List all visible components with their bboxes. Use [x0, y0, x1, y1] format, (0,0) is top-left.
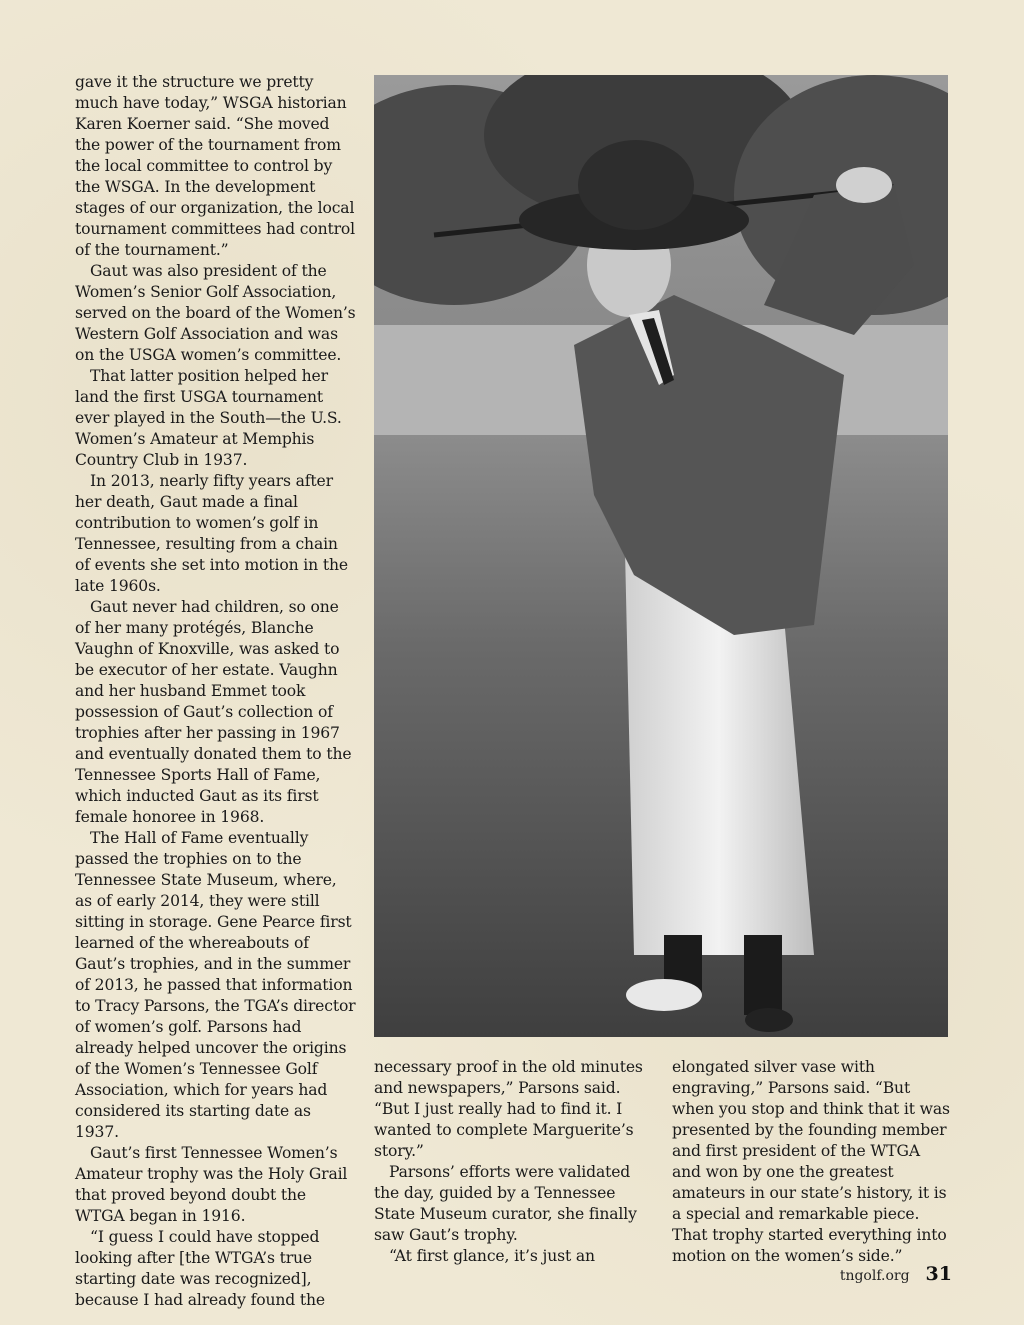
paragraph: Gaut was also president of the Women’s Senior Golf Association, served on the board of the Women’s Western Golf Association and was on the USGA women’s committee. [75, 262, 356, 364]
paragraph: Gaut never had children, so one of her many protégés, Blanche Vaughn of Knoxville, was asked to be executor of her estate. Vaughn and her husband Emmet took possession of Gaut’s collection of trophies after her passing in 1967 and eventually donated them to the Tennessee Sports Hall of Fame, which inducted Gaut as its first female honoree in 1968. [75, 598, 352, 826]
paragraph: elongated silver vase with engraving,” Parsons said. “But when you stop and think that it was presented by the founding member and first president of the WTGA and won by one the greatest amateurs in our state’s history, it is a special and remarkable piece. That trophy started everything into motion on the women’s side.” [672, 1058, 950, 1265]
page-footer [840, 1263, 952, 1285]
right-text-column [672, 1057, 952, 1267]
paragraph: That latter position helped her land the first USGA tournament ever played in the South—the U.S. Women’s Amateur at Memphis Country Club in 1937. [75, 367, 342, 469]
left-text-column [75, 72, 357, 1311]
paragraph: The Hall of Fame eventually passed the trophies on to the Tennessee State Museum, where, as of early 2014, they were still sitting in storage. Gene Pearce first learned of the whereabouts of Gaut’s trophies, and in the summer of 2013, he passed that information to Tracy Parsons, the TGA’s director of women’s golf. Parsons had already helped uncover the origins of the Women’s Tennessee Golf Association, which for years had considered its starting date as 1937. [75, 829, 356, 1141]
paragraph: necessary proof in the old minutes and newspapers,” Parsons said. “But I just really had to find it. I wanted to complete Marguerite’s story.” [374, 1058, 643, 1160]
paragraph: In 2013, nearly fifty years after her death, Gaut made a final contribution to women’s golf in Tennessee, resulting from a chain of events she set into motion in the late 1960s. [75, 472, 348, 595]
paragraph: “At first glance, it’s just an [389, 1247, 595, 1265]
page-number: 31 [925, 1263, 952, 1285]
paragraph: “I guess I could have stopped looking after [the WTGA’s true starting date was recognized], because I had already found the [75, 1228, 325, 1309]
paragraph: Parsons’ efforts were validated the day, guided by a Tennessee State Museum curator, she finally saw Gaut’s trophy. [374, 1163, 637, 1244]
paragraph: Gaut’s first Tennessee Women’s Amateur trophy was the Holy Grail that proved beyond doubt the WTGA began in 1916. [75, 1144, 348, 1225]
footer-url: tngolf.org [839, 1268, 910, 1284]
middle-text-column [374, 1057, 654, 1267]
paragraph: gave it the structure we pretty much have today,” WSGA historian Karen Koerner said. “She moved the power of the tournament from the local committee to control by the WSGA. In the development stages of our organization, the local tournament committees had control of the tournament.” [75, 73, 355, 259]
golfer-photo [374, 75, 948, 1037]
